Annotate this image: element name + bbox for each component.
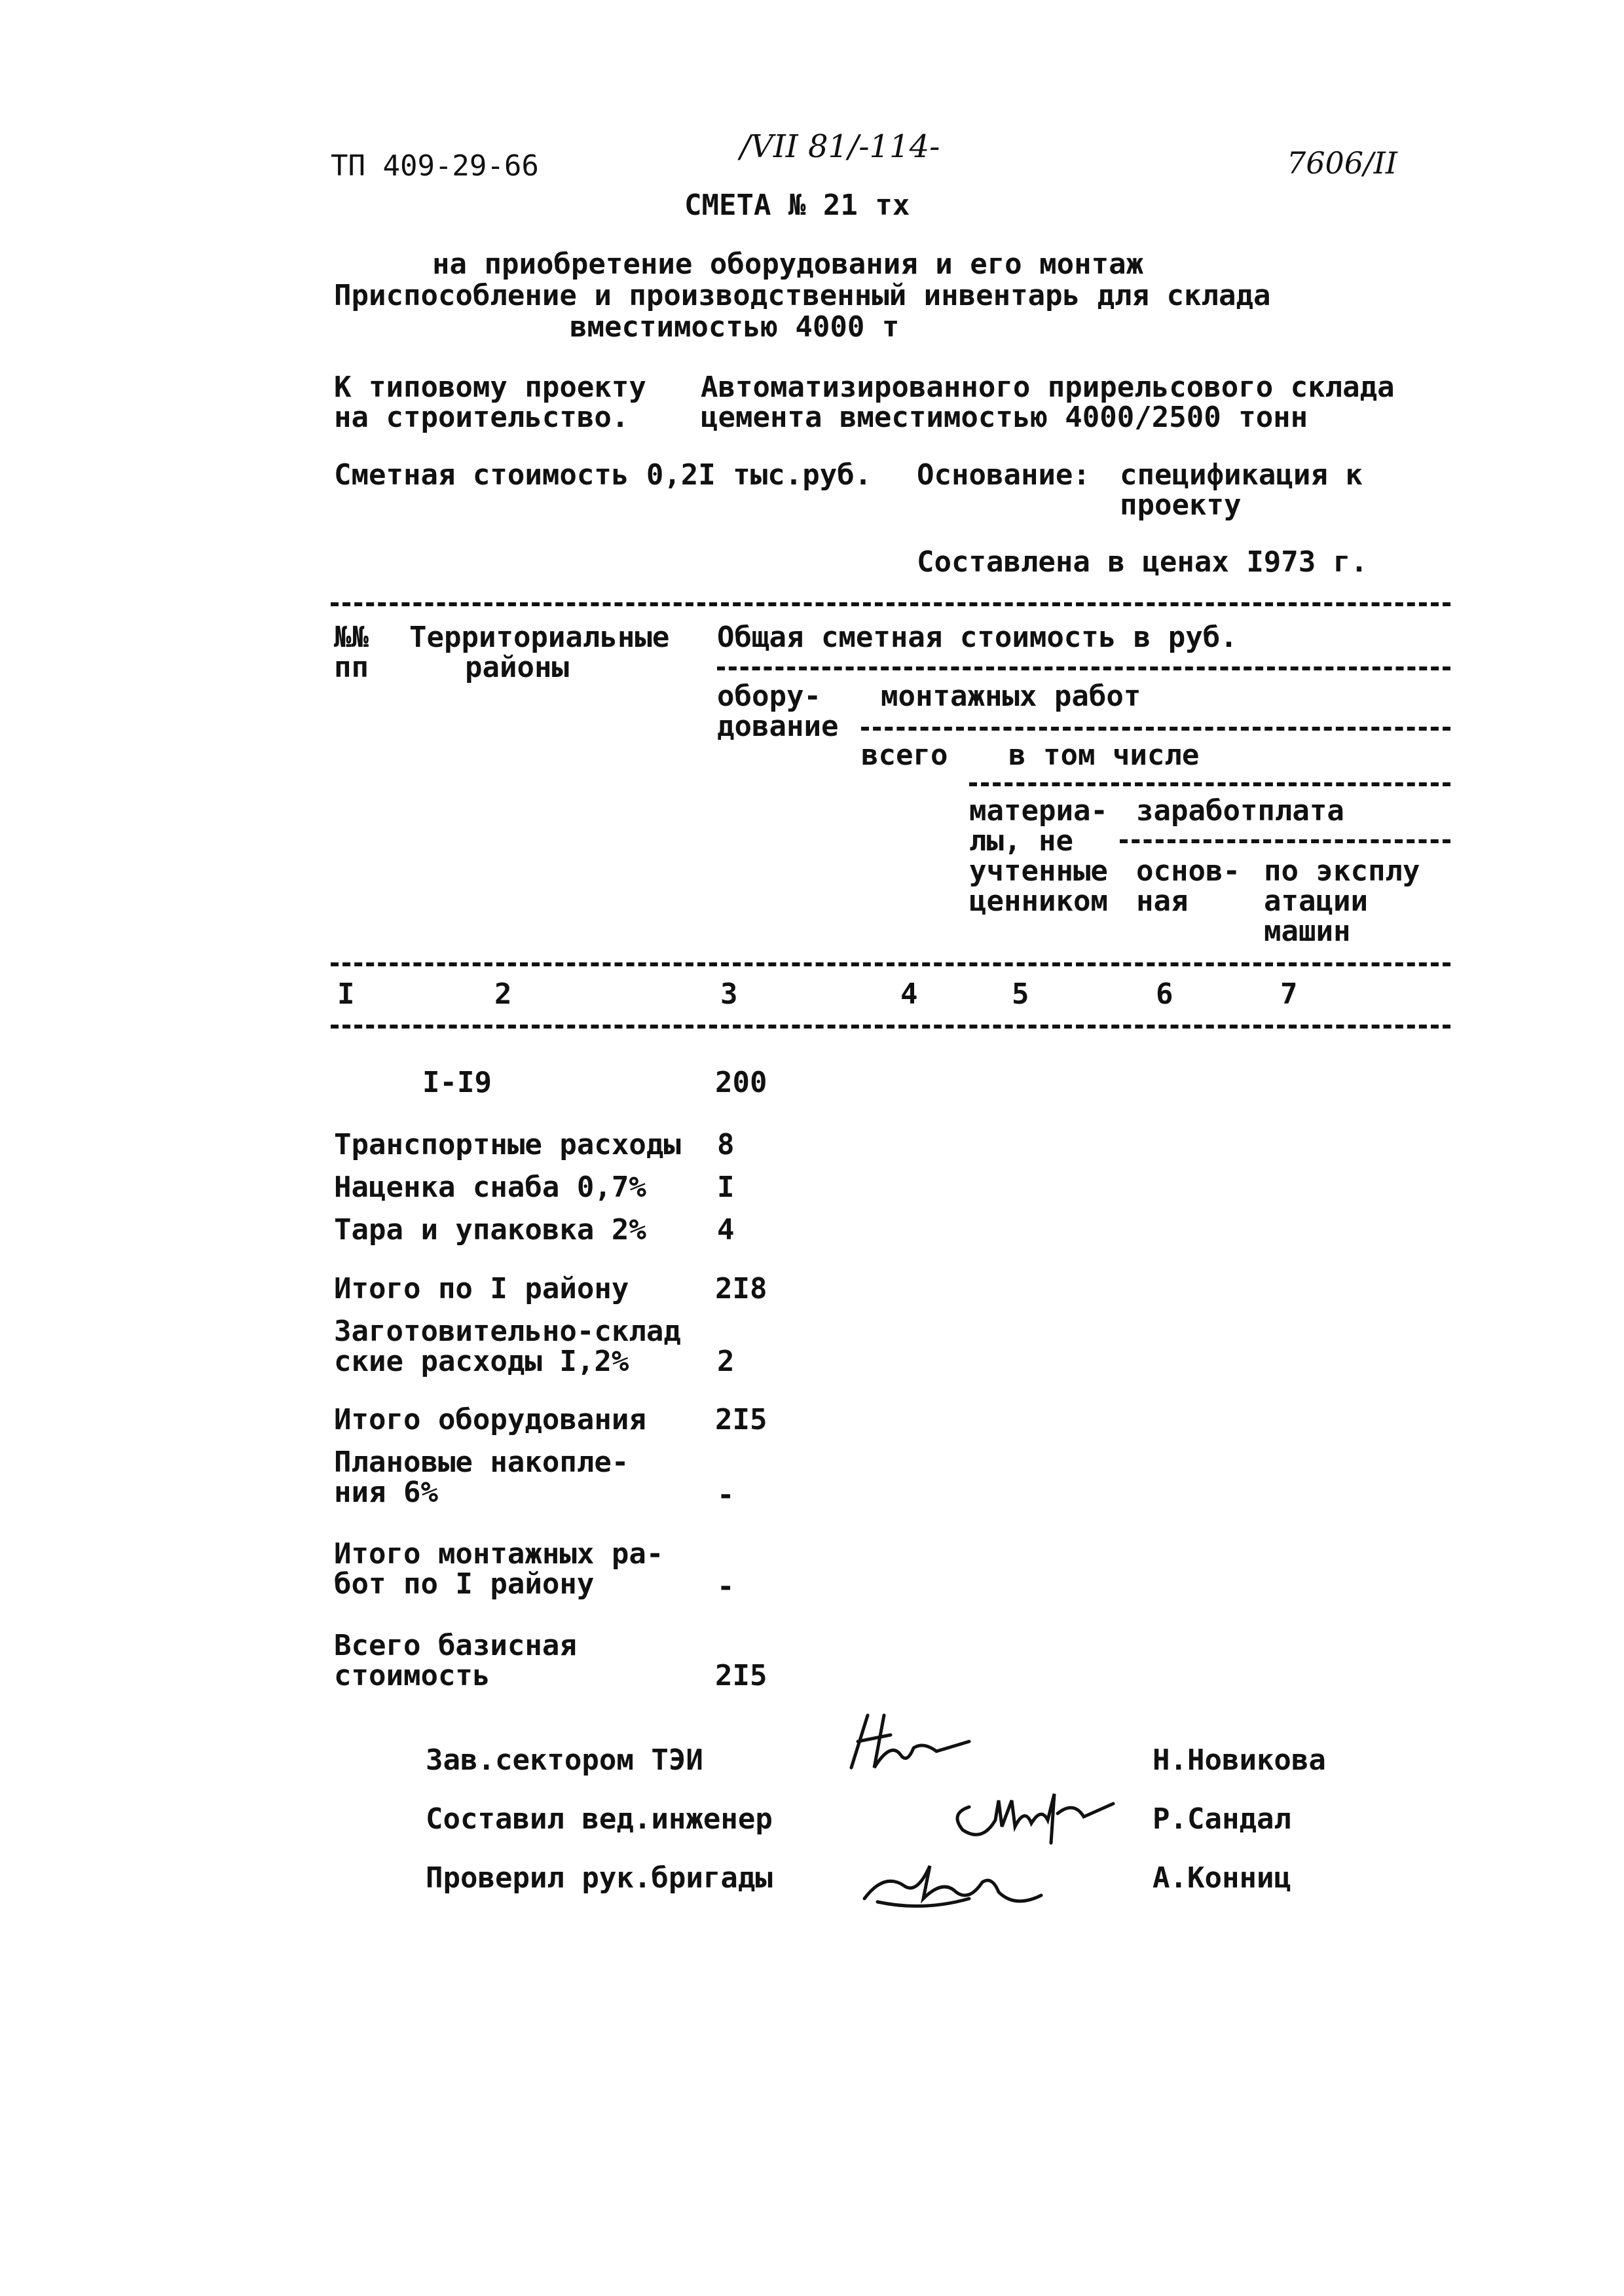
project-value-1: Автоматизированного прирельсового склада (701, 371, 1395, 404)
title-line-2: Приспособление и производственный инвентарь для склада (334, 279, 1271, 312)
column-number-7: 7 (1280, 977, 1298, 1011)
row-subtotal-label: Итого по I району (334, 1272, 629, 1305)
row-region-label: I-I9 (422, 1066, 492, 1099)
header-including: в том числе (1008, 738, 1200, 772)
row-procurement-label-2: ские расходы I,2% (334, 1345, 629, 1378)
handwritten-reference: /VII 81/-114- (740, 128, 940, 165)
basis-line-1: спецификация к (1120, 458, 1363, 492)
header-basic-2: ная (1136, 884, 1189, 918)
row-transport-label: Транспортные расходы (334, 1128, 681, 1161)
title-line-3: вместимостью 4000 т (570, 310, 900, 344)
row-installation-total-label-2: бот по I району (334, 1567, 595, 1601)
column-number-1: I (337, 977, 355, 1011)
basis-label: Основание: (917, 458, 1090, 492)
row-savings-value: - (717, 1478, 735, 1512)
header-installation: монтажных работ (881, 680, 1141, 713)
row-savings-label-1: Плановые накопле- (334, 1446, 629, 1479)
signer-name-2: Р.Сандал (1153, 1802, 1291, 1836)
header-basic-1: основ- (1136, 854, 1240, 888)
rule-above-column-numbers (331, 962, 1450, 966)
row-base-cost-label-1: Всего базисная (334, 1629, 577, 1662)
rule-under-total (717, 666, 1450, 670)
signature-scribble-3 (858, 1846, 1054, 1918)
table-top-rule (331, 602, 1450, 606)
signer-role-3: Проверил рук.бригады (426, 1861, 773, 1895)
rule-under-including (969, 782, 1450, 786)
title-line-1: на приобретение оборудования и его монтаж (432, 247, 1144, 281)
basis-line-2: проекту (1120, 488, 1242, 522)
row-subtotal-value: 2I8 (715, 1272, 767, 1305)
header-materials-4: ценником (969, 884, 1108, 918)
estimated-cost: Сметная стоимость 0,2I тыс.руб. (334, 458, 872, 492)
sheet-number: 7606/II (1287, 145, 1397, 181)
estimate-title: СМЕТА № 21 тх (684, 189, 910, 222)
header-num-2: пп (334, 651, 369, 684)
row-equipment-total-value: 2I5 (715, 1403, 767, 1436)
project-value-2: цемента вместимостью 4000/2500 тонн (701, 401, 1308, 434)
signer-name-1: Н.Новикова (1153, 1743, 1326, 1777)
header-region-2: районы (465, 651, 569, 684)
row-markup-value: I (717, 1171, 735, 1204)
row-packaging-label: Тара и упаковка 2% (334, 1213, 646, 1247)
header-machines-2: атации (1264, 884, 1368, 918)
header-equipment-1: обору- (717, 680, 821, 713)
header-equipment-2: дование (717, 710, 839, 743)
column-number-3: 3 (720, 977, 738, 1011)
header-machines-3: машин (1264, 915, 1351, 948)
row-installation-total-label-1: Итого монтажных ра- (334, 1537, 664, 1571)
project-label-1: К типовому проекту (334, 371, 646, 404)
row-region-value: 200 (715, 1066, 767, 1099)
signer-role-1: Зав.сектором ТЭИ (426, 1743, 703, 1777)
row-transport-value: 8 (717, 1128, 735, 1161)
column-number-4: 4 (900, 977, 918, 1011)
signer-name-3: А.Конниц (1153, 1861, 1291, 1895)
header-region-1: Территориальные (409, 621, 670, 654)
rule-under-installation (861, 727, 1450, 731)
row-installation-total-value: - (717, 1570, 735, 1603)
project-code: ТП 409-29-66 (331, 149, 539, 183)
project-label-2: на строительство. (334, 401, 629, 434)
header-total-cost: Общая сметная стоимость в руб. (717, 621, 1238, 654)
row-savings-label-2: ния 6% (334, 1476, 438, 1509)
row-procurement-value: 2 (717, 1345, 735, 1378)
column-number-2: 2 (494, 977, 512, 1011)
rule-under-salary (1120, 839, 1450, 843)
row-base-cost-value: 2I5 (715, 1659, 767, 1692)
header-num-1: №№ (334, 621, 369, 654)
signature-scribble-2 (943, 1781, 1126, 1853)
signature-scribble-1 (838, 1702, 982, 1781)
row-procurement-label-1: Заготовительно-склад (334, 1315, 681, 1348)
signer-role-2: Составил вед.инженер (426, 1802, 773, 1836)
header-materials-3: учтенные (969, 854, 1108, 888)
column-number-5: 5 (1012, 977, 1029, 1011)
header-materials-2: лы, не (969, 824, 1073, 858)
rule-below-column-numbers (331, 1025, 1450, 1029)
row-packaging-value: 4 (717, 1213, 735, 1247)
header-salary: заработплата (1136, 794, 1344, 828)
header-materials-1: материа- (969, 794, 1108, 828)
header-all: всего (861, 738, 948, 772)
column-number-6: 6 (1156, 977, 1173, 1011)
row-equipment-total-label: Итого оборудования (334, 1403, 646, 1436)
header-machines-1: по эксплу (1264, 854, 1420, 888)
row-markup-label: Наценка снаба 0,7% (334, 1171, 646, 1204)
prices-note: Составлена в ценах I973 г. (917, 545, 1368, 579)
row-base-cost-label-2: стоимость (334, 1659, 490, 1692)
